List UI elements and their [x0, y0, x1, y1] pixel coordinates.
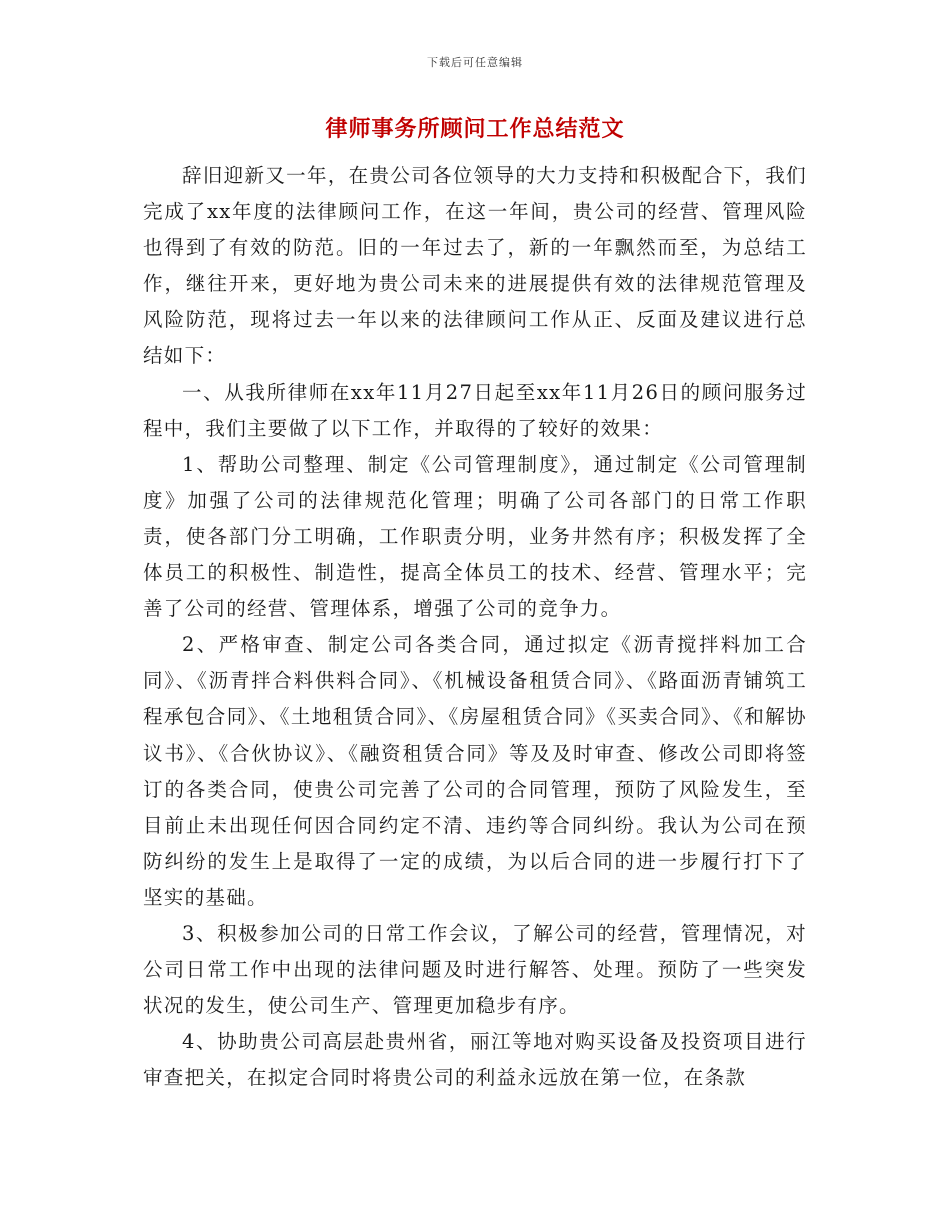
document-title: 律师事务所顾问工作总结范文 — [325, 116, 625, 142]
paragraph-item-3: 3、积极参加公司的日常工作会议，了解公司的经营，管理情况，对公司日常工作中出现的法律问题及时进行解答、处理。预防了一些突发状况的发生，使公司生产、管理更加稳步有序。 — [143, 921, 807, 1018]
paragraph-item-4: 4、协助贵公司高层赴贵州省，丽江等地对购买设备及投资项目进行审查把关，在拟定合同时将贵公司的利益永远放在第一位，在条款 — [143, 1030, 807, 1090]
paragraph-item-2: 2、严格审查、制定公司各类合同，通过拟定《沥青搅拌料加工合同》、《沥青拌合料供料合同》、《机械设备租赁合同》、《路面沥青铺筑工程承包合同》、《土地租赁合同》、《房屋租赁合同》《买卖合同》、《和解协议书》、《合伙协议》、《融资租赁合同》等及及时审查、修改公司即将签订的各类合同，使贵公司完善了公司的合同管理，预防了风险发生，至目前止未出现任何因合同约定不清、违约等合同纠纷。我认为公司在预防纠纷的发生上是取得了一定的成绩，为以后合同的进一步履行打下了坚实的基础。 — [143, 633, 807, 909]
document-body — [143, 158, 807, 1096]
paragraph-item-1: 1、帮助公司整理、制定《公司管理制度》，通过制定《公司管理制度》加强了公司的法律规范化管理；明确了公司各部门的日常工作职责，使各部门分工明确，工作职责分明，业务井然有序；积极发挥了全体员工的积极性、制造性，提高全体员工的技术、经营、管理水平；完善了公司的经营、管理体系，增强了公司的竞争力。 — [143, 452, 807, 621]
paragraph-section-one: 一、从我所律师在xx年11月27日起至xx年11月26日的顾问服务过程中，我们主要做了以下工作，并取得的了较好的效果： — [143, 380, 807, 440]
paragraph-intro: 辞旧迎新又一年，在贵公司各位领导的大力支持和积极配合下，我们完成了xx年度的法律顾问工作，在这一年间，贵公司的经营、管理风险也得到了有效的防范。旧的一年过去了，新的一年飘然而至，为总结工作，继往开来，更好地为贵公司未来的进展提供有效的法律规范管理及风险防范，现将过去一年以来的法律顾问工作从正、反面及建议进行总结如下： — [143, 164, 807, 368]
header-note: 下载后可任意编辑 — [427, 56, 523, 69]
